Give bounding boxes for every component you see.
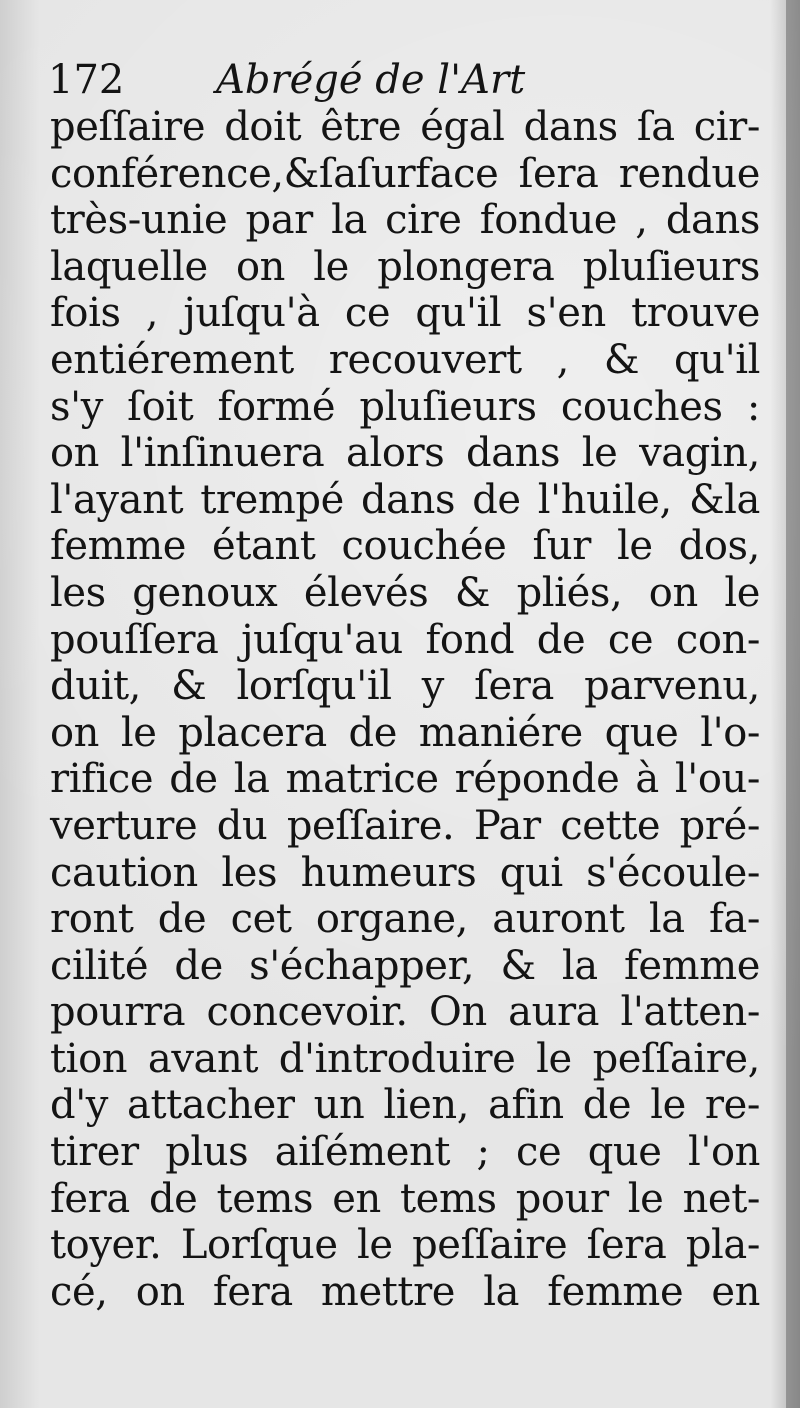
page-number: 172 [48,57,125,103]
text-line: ront de cet organe, auront la fa- [50,896,760,943]
text-line: tion avant d'introduire le peſſaire, [50,1035,760,1082]
text-line: d'y attacher un lien, afin de le re- [50,1082,760,1129]
text-line: l'ayant trempé dans de l'huile, &la [50,476,760,523]
text-line: caution les humeurs qui s'écoule- [50,849,760,896]
page-header [48,52,748,108]
text-line: les genoux élevés & pliés, on le [50,569,760,616]
text-line: conférence,&ſaſurface ſera rendue [50,150,760,197]
text-line: cé, on fera mettre la femme en [50,1268,760,1315]
text-line: pouſſera juſqu'au fond de ce con- [50,616,760,663]
text-line: cilité de s'échapper, & la femme [50,942,760,989]
text-line: duit, & lorſqu'il y ſera parvenu, [50,663,760,710]
text-line: laquelle on le plongera pluſieurs [50,243,760,290]
text-line: rifice de la matrice réponde à l'ou- [50,756,760,803]
text-line: fera de tems en tems pour le net- [50,1175,760,1222]
text-line: pourra concevoir. On aura l'atten- [50,989,760,1036]
text-line: on l'inſinuera alors dans le vagin, [50,430,760,477]
body-text [50,104,760,1315]
text-line: entiérement recouvert , & qu'il [50,336,760,383]
text-line: très-unie par la cire fondue , dans [50,197,760,244]
text-line: fois , juſqu'à ce qu'il s'en trouve [50,290,760,337]
running-title: Abrégé de l'Art [216,57,526,103]
text-line: toyer. Lorſque le peſſaire ſera pla- [50,1222,760,1269]
text-line: peſſaire doit être égal dans ſa cir- [50,104,760,150]
text-line: tirer plus aiſément ; ce que l'on [50,1129,760,1176]
text-line: verture du peſſaire. Par cette pré- [50,802,760,849]
text-line: on le placera de maniére que l'o- [50,709,760,756]
page-edge-shadow [786,0,800,1408]
text-line: femme étant couchée ſur le dos, [50,523,760,570]
text-line: s'y ſoit formé pluſieurs couches : [50,383,760,430]
